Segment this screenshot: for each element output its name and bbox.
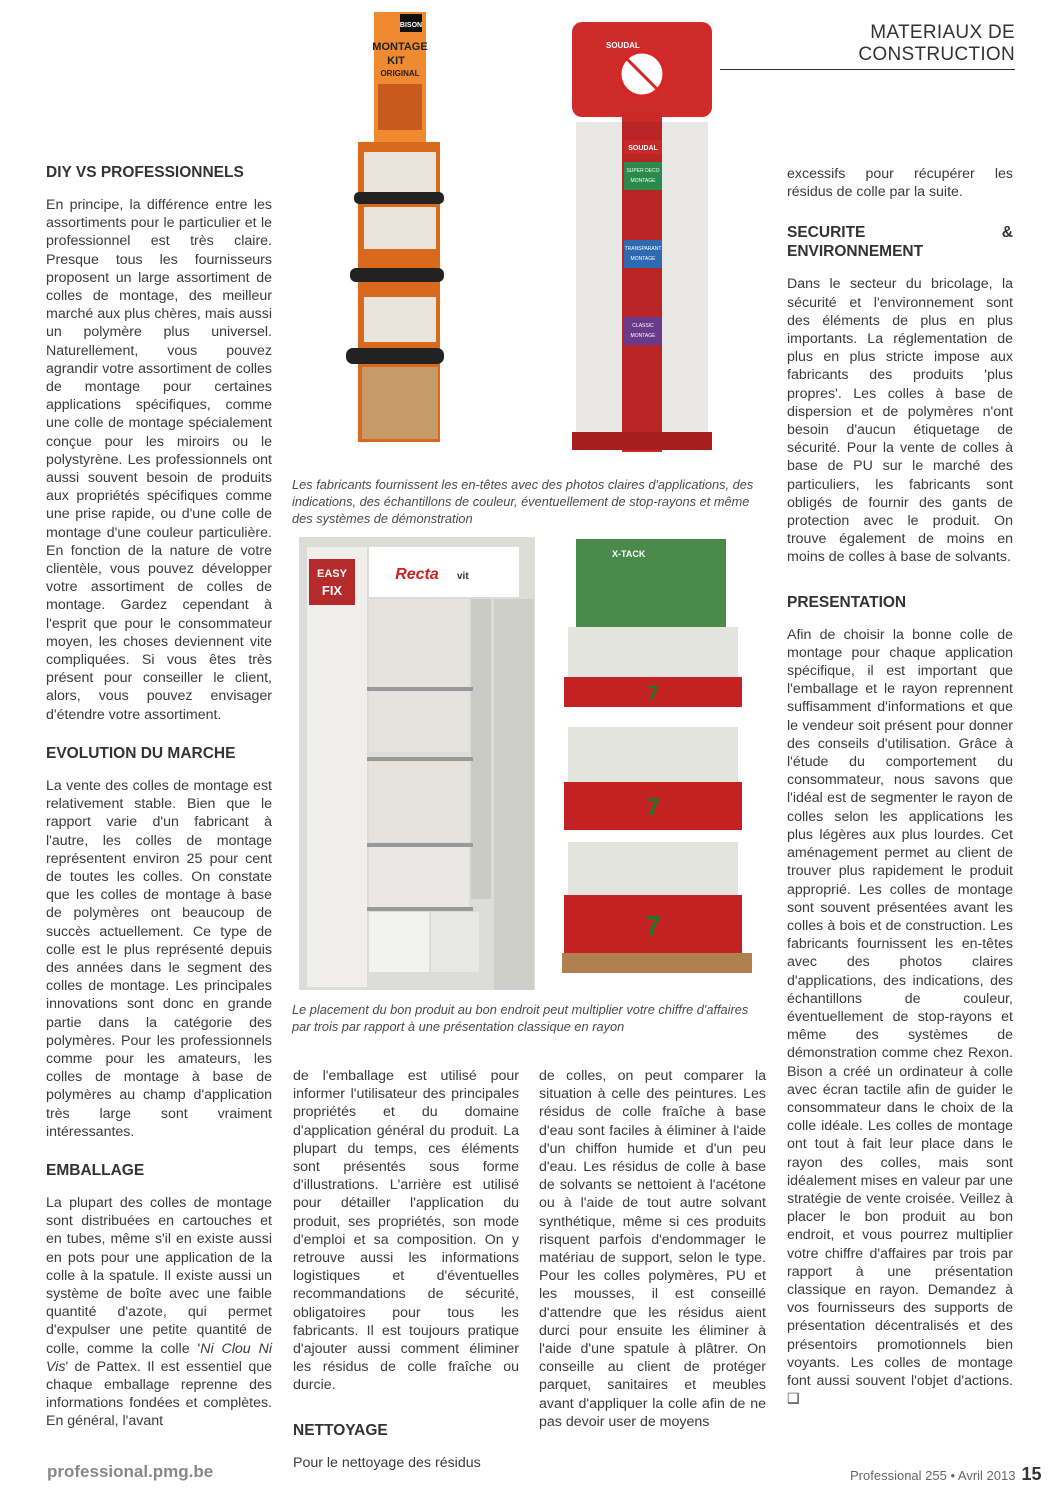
- paragraph-nettoyage-end: excessifs pour récupérer les résidus de colle par la suite.: [787, 166, 1013, 201]
- photo-soudal-display: [562, 12, 722, 452]
- caption-bottom: Le placement du bon produit au bon endroit peut multiplier votre chiffre d'affaires par trois par rapport à une présentation classique en rayon: [292, 1002, 749, 1034]
- svg-text:vit: vit: [457, 571, 469, 582]
- svg-text:EASY: EASY: [317, 568, 347, 580]
- section-title: MATERIAUX DE CONSTRUCTION: [720, 22, 1015, 70]
- heading-diy: DIY VS PROFESSIONNELS: [46, 164, 244, 181]
- column-4: [787, 165, 1013, 1408]
- svg-text:TRANSPARANT: TRANSPARANT: [624, 246, 662, 252]
- svg-text:CLASSIC: CLASSIC: [632, 323, 654, 329]
- photo-xtack-display: [542, 537, 767, 990]
- heading-evolution: EVOLUTION DU MARCHE: [46, 744, 236, 762]
- end-mark-icon: ❑: [787, 1391, 800, 1408]
- svg-text:MONTAGE: MONTAGE: [630, 256, 656, 262]
- paragraph-emballage-cont: de l'emballage est utilisé pour informer l'utilisateur des principales propriétés et du domaine d'application général du produit. La plupart du temps, ces éléments sont présentés sous forme d'illustrations. L'arrière est utilisé pour détailler l'application du produit, ses propriétés, son mode d'emploi et sa composition. On y retrouve aussi les informations logistiques et d'éventuelles recommandations de sécurité, obligatoires pour tous les fabricants. Il est toujours pratique d'ajouter aussi comment éliminer les résidus de colle fraîche ou durcie.: [293, 1068, 519, 1394]
- caption-top: Les fabricants fournissent les en-têtes avec des photos claires d'applications, des indications, des échantillons de couleur, éventuellement de stop-rayons et même des systèmes de démonstration: [292, 477, 754, 526]
- svg-text:7: 7: [646, 794, 660, 821]
- photo-rectavit-display: [299, 537, 535, 990]
- svg-text:MONTAGE: MONTAGE: [630, 178, 656, 184]
- svg-text:MONTAGE: MONTAGE: [630, 333, 656, 339]
- heading-nettoyage: NETTOYAGE: [293, 1421, 388, 1439]
- svg-text:7: 7: [647, 683, 659, 705]
- svg-text:FIX: FIX: [321, 583, 343, 598]
- photo-bison-display: [340, 12, 450, 457]
- paragraph-nettoyage-cont: de colles, on peut comparer la situation à celle des peintures. Les résidus de colle fraîche à base d'eau sont faciles à éliminer à l'aide d'un chiffon humide et d'un peu d'eau. Les résidus de colle à base de solvants se nettoient à l'acétone ou à l'aide de tout autre solvant synthétique, même si ces produits risquent parfois d'endommager le matériau de support, selon le type. Pour les colles polymères, PU et les mousses, il est conseillé d'attendre que les résidus aient durci pour ensuite les éliminer à l'aide d'une spatule à plâtrer. On conseille au client de protéger parquet, sanitaires et meubles avant d'appliquer la colle afin de ne pas devoir user de moyens: [539, 1068, 766, 1430]
- svg-text:SOUDAL: SOUDAL: [606, 41, 640, 50]
- paragraph-nettoyage: Pour le nettoyage des résidus: [293, 1454, 481, 1471]
- svg-text:ORIGINAL: ORIGINAL: [380, 69, 420, 78]
- heading-securite: SECURITE & ENVIRONNEMENT: [787, 224, 1013, 261]
- column-3: [539, 1067, 766, 1431]
- paragraph-presentation: Afin de choisir la bonne colle de montage pour chaque application spécifique, il est important que l'emballage et le rayon reprennent suffisamment d'informations et que le vendeur soit présent pour donner des conseils d'utilisation. Grâce à l'étude du comportement du consommateur, nous savons que l'idéal est de segmenter le rayon de colles selon les applications les plus légères aux plus lourdes. Cet aménagement permet au client de trouver plus rapidement le produit approprié. Les colles de montage sont souvent présentées avant les colles à bois et de construction. Les fabricants fournissent les en-têtes avec des photos claires d'applications, des indications, des échantillons de couleur, éventuellement de stop-rayons et même des systèmes de démonstration comme chez Rexon. Bison a créé un ordinateur à colle avec écran tactile afin de guider le consommateur dans le choix de la colle idéale. Les colles de montage ont tout à fait leur place dans le rayon des colles, mais sont idéalement mises en valeur par une stratégie de vente croisée. Veillez à placer le bon produit au bon endroit, et vous pourrez multiplier votre chiffre d'affaires par trois par rapport à une présentation classique en rayon. Demandez à vos fournisseurs des supports de présentation décentralisés et des présentoirs promotionnels bien voyants. Les colles de montage font aussi souvent l'objet d'actions. ❑: [787, 626, 1013, 1408]
- paragraph-diy: En principe, la différence entre les assortiments pour le particulier et le professionnel est très claire. Presque tous les fournisseurs proposent un large assortiment de colles de montage, des meilleur marché aux plus chères, mais aussi un polymère plus universel. Naturellement, vous pouvez agrandir votre assortiment de colles de montage pour certaines applications spécifiques, comme une colle de montage spécialement conçue pour les miroirs ou le polystyrène. Les professionnels ont aussi souvent besoin de produits aux propriétés spécifiques comme une prise rapide, ou d'une colle de montage d'une couleur particulière. En fonction de la nature de votre clientèle, vous pouvez développer votre assortiment de colles de montage. Gardez cependant à l'esprit que pour le consommateur moyen, les choses deviennent vite compliquées. Si vous êtes très présent pour conseiller le client, alors, vous pouvez envisager d'étendre votre assortiment.: [46, 197, 272, 723]
- footer-issue: Professional 255 • Avril 2013 15: [850, 1464, 1042, 1484]
- svg-text:Recta: Recta: [395, 566, 439, 583]
- svg-text:SUPER DECO: SUPER DECO: [626, 168, 660, 174]
- paragraph-securite: Dans le secteur du bricolage, la sécurité et l'environnement sont des éléments de plus en plus importants. La réglementation de plus en plus stricte impose aux fabricants des produits 'plus propres'. Les colles à base de dispersion et de polymères n'ont besoin d'aucun étiquetage de sécurité. Pour la vente de colles à base de PU sur le marché des particuliers, les fabricants sont obligés de fournir des gants de protection avec le produit. On trouve également de moins en moins de colles à base de solvants.: [787, 276, 1013, 566]
- heading-presentation: PRESENTATION: [787, 593, 907, 611]
- paragraph-emballage: La plupart des colles de montage sont distribuées en cartouches et en tubes, même s'il en existe aussi en pots pour une application de la colle à la spatule. Il existe aussi un système de boîte avec une faible quantité d'azote, qui permet d'expulser une petite quantité de colle, comme la colle 'Ni Clou Ni Vis' de Pattex. Il est essentiel que chaque emballage reprenne des informations fondées et complètes. En général, l'avant: [46, 1194, 272, 1430]
- bison-brand: BISON: [399, 22, 423, 29]
- column-2: [293, 1067, 519, 1472]
- svg-text:SOUDAL: SOUDAL: [628, 145, 658, 152]
- svg-text:KIT: KIT: [387, 55, 405, 67]
- svg-text:X-TACK: X-TACK: [612, 549, 646, 559]
- footer-site: professional.pmg.be: [47, 1462, 214, 1481]
- svg-text:7: 7: [645, 910, 661, 941]
- page-number: 15: [1021, 1464, 1042, 1484]
- paragraph-evolution: La vente des colles de montage est relativement stable. Bien que le rapport varie d'un fabricant à l'autre, les colles de montage représentent environ 25 pour cent de toutes les colles. On constate que les colles de montage à base de polymères ont beaucoup de succès actuellement. Ce type de colle est le plus représenté depuis des années dans le segment des colles de montage. Les principales innovations sont donc en grande partie dans la catégorie des polymères. Pour les professionnels comme pour les amateurs, les colles de montage à base de polymères au champ d'application très large sont vraiment intéressantes.: [46, 777, 272, 1140]
- heading-emballage: EMBALLAGE: [46, 1161, 145, 1179]
- svg-text:MONTAGE: MONTAGE: [372, 41, 428, 53]
- column-1: [46, 163, 272, 1431]
